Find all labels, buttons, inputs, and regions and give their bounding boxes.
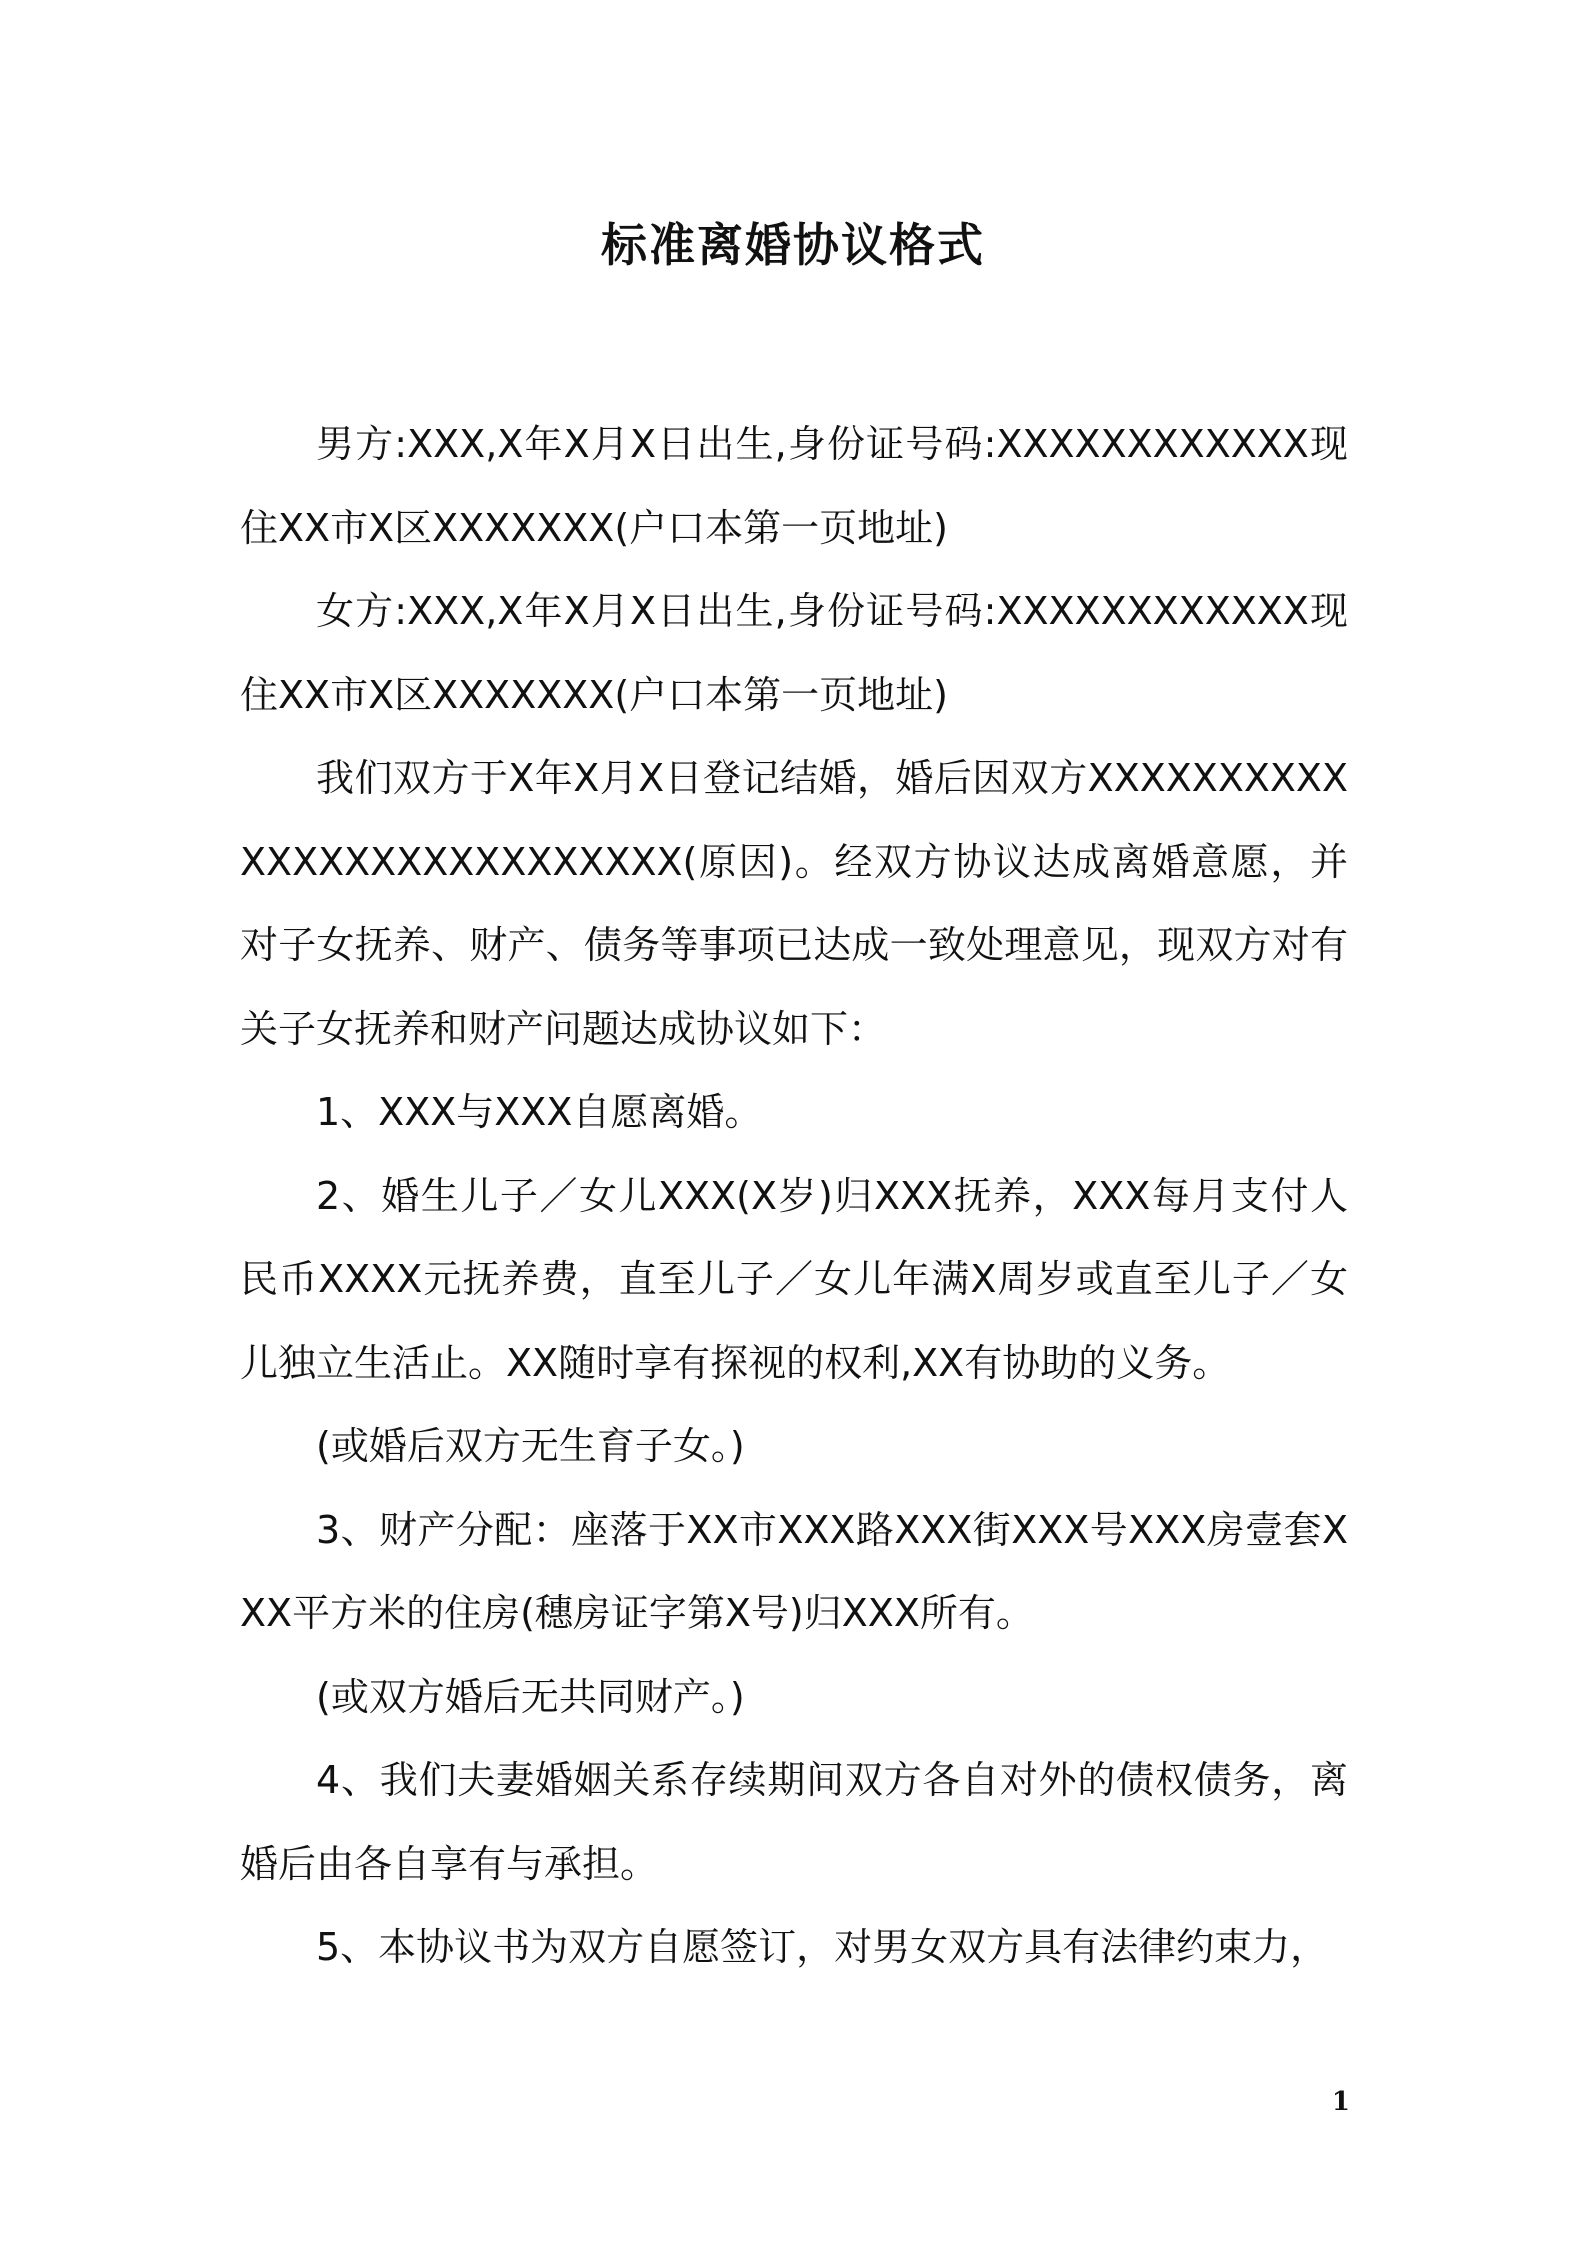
page-number: 1 bbox=[1331, 2087, 1350, 2117]
paragraph-male-party: 男方:XXX,X年X月X日出生,身份证号码:XXXXXXXXXXXX现住XX市X区XXXXXXX(户口本第一页地址) bbox=[240, 422, 1348, 550]
clause-5: 5、本协议书为双方自愿签订，对男女双方具有法律约束力， bbox=[316, 1925, 1329, 1969]
clause-3-alternative: (或双方婚后无共同财产。) bbox=[316, 1674, 745, 1719]
clause-1: 1、XXX与XXX自愿离婚。 bbox=[316, 1090, 763, 1134]
document-body bbox=[240, 403, 1348, 1990]
document-title: 标准离婚协议格式 bbox=[601, 218, 985, 272]
clause-2-alternative: (或婚后双方无生育子女。) bbox=[316, 1424, 745, 1468]
clause-4: 4、我们夫妻婚姻关系存续期间双方各自对外的债权债务，离婚后由各自享有与承担。 bbox=[240, 1758, 1348, 1886]
paragraph-female-party: 女方:XXX,X年X月X日出生,身份证号码:XXXXXXXXXXXX现住XX市X区XXXXXXX(户口本第一页地址) bbox=[240, 589, 1348, 717]
clause-3: 3、财产分配：座落于XX市XXX路XXX街XXX号XXX房壹套XXX平方米的住房(穗房证字第X号)归XXX所有。 bbox=[240, 1507, 1348, 1635]
paragraph-marriage-statement: 我们双方于X年X月X日登记结婚，婚后因双方XXXXXXXXXXXXXXXXXXXXXXXXXXX(原因)。经双方协议达成离婚意愿，并对子女抚养、财产、债务等事项已达成一致处理意见，现双方对有关子女抚养和财产问题达成协议如下： bbox=[240, 756, 1348, 1051]
clause-2: 2、婚生儿子／女儿XXX(X岁)归XXX抚养，XXX每月支付人民币XXXX元抚养费，直至儿子／女儿年满X周岁或直至儿子／女儿独立生活止。XX随时享有探视的权利,XX有协助的义务。 bbox=[240, 1173, 1348, 1385]
